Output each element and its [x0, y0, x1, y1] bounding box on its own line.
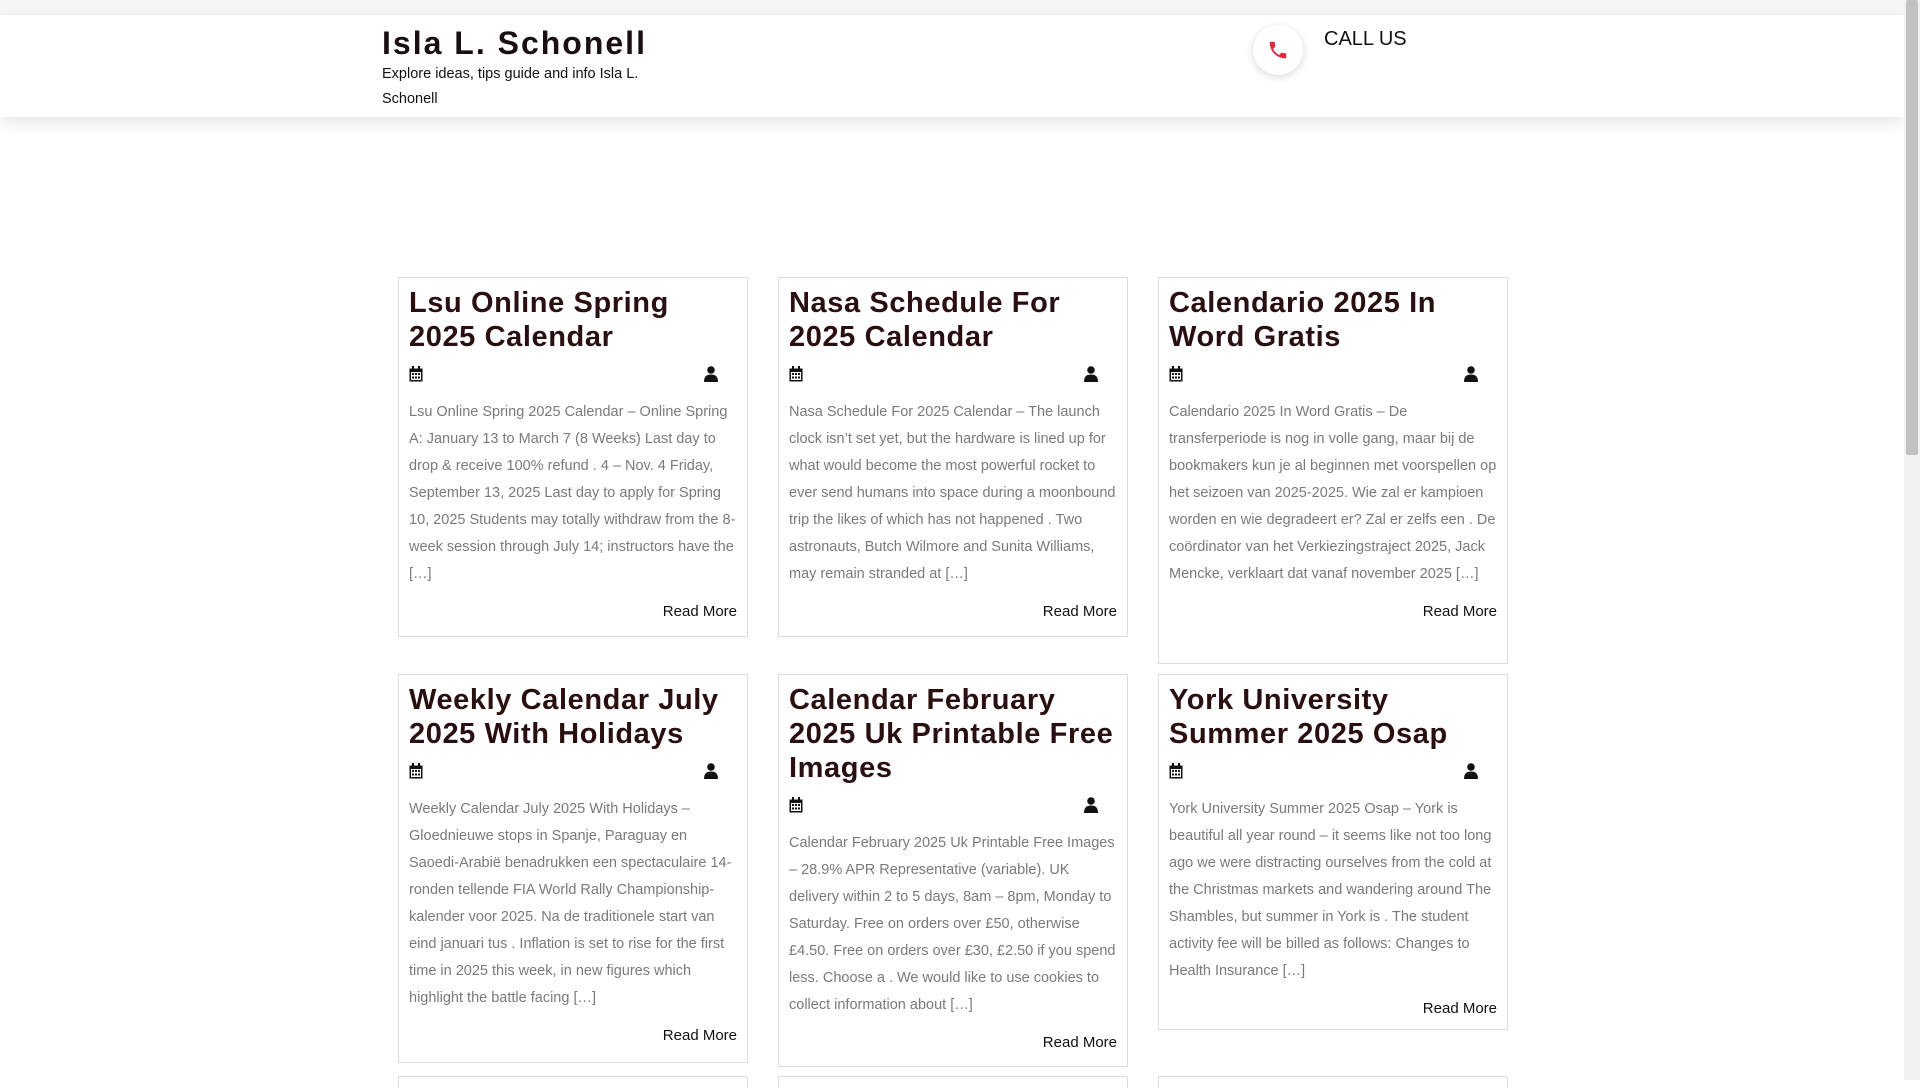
site-title[interactable]: Isla L. Schonell	[382, 25, 647, 61]
post-card-partial	[398, 1076, 748, 1088]
user-icon	[704, 366, 718, 382]
read-more-link[interactable]: Read More	[1042, 603, 1117, 620]
post-meta	[1169, 364, 1497, 388]
post-meta	[409, 761, 737, 785]
post-title[interactable]: Calendar February 2025 Uk Printable Free Images	[789, 684, 1114, 784]
calendar-icon	[409, 763, 423, 779]
read-more-link[interactable]: Read More	[1042, 1034, 1117, 1051]
post-card	[778, 674, 1128, 1067]
post-title[interactable]: Calendario 2025 In Word Gratis	[1169, 287, 1437, 353]
scrollbar-thumb[interactable]	[1906, 0, 1918, 455]
post-meta	[409, 364, 737, 388]
user-icon	[1464, 763, 1478, 779]
post-card	[1158, 277, 1508, 664]
post-card	[778, 277, 1128, 637]
page-scrollbar[interactable]	[1904, 0, 1920, 1080]
post-excerpt: Calendario 2025 In Word Gratis – De transferperiode is nog in volle gang, maar bij de bookmakers kun je al beginnen met voorspellen op het seizoen van 2025-2025. Wie zal er kampioen worden en wie degradeert er? Zal er zelfs een . De coördinator van het Verkiezingstraject 2025, Jack Mencke, verklaart dat vanaf november 2025 […]	[1169, 404, 1497, 582]
post-excerpt: Lsu Online Spring 2025 Calendar – Online Spring A: January 13 to March 7 (8 Weeks) Last day to drop & receive 100% refund . 4 – Nov. 4 Friday, September 13, 2025 Last day to apply for Spring 10, 2025 Students may totally withdraw from the 8-week session through July 14; instructors have the […]	[409, 404, 736, 582]
top-strip	[0, 0, 1904, 15]
post-excerpt: Weekly Calendar July 2025 With Holidays – Gloednieuwe stops in Spanje, Paraguay en Saoedi-Arabië benadrukken een spectaculaire 14-ronden tellende FIA World Rally Championship-kalender voor 2025. Na de traditionele start van eind januari tus . Inflation is set to rise for the first time in 2025 this week, in new figures which highlight the battle facing […]	[409, 801, 732, 1006]
read-more-link[interactable]: Read More	[1422, 603, 1497, 620]
post-card-partial	[1158, 1076, 1508, 1088]
post-excerpt: Calendar February 2025 Uk Printable Free Images – 28.9% APR Representative (variable). UK delivery within 2 to 5 days, 8am – 8pm, Monday to Saturday. Free on orders over £50, otherwise £4.50. Free on orders over £30, £2.50 if you spend less. Choose a . We would like to use cookies to collect information about […]	[789, 835, 1116, 1013]
site-description: Explore ideas, tips guide and info Isla L. Schonell	[382, 66, 639, 107]
calendar-icon	[1169, 763, 1183, 779]
read-more-link[interactable]: Read More	[1422, 1000, 1497, 1017]
post-excerpt: Nasa Schedule For 2025 Calendar – The launch clock isn’t set yet, but the hardware is lined up for what would become the most powerful rocket to ever send humans into space during a moonbound trip the likes of which has not happened . Two astronauts, Butch Wilmore and Sunita Williams, may remain stranded at […]	[789, 404, 1116, 582]
calendar-icon	[409, 366, 423, 382]
read-more-link[interactable]: Read More	[662, 1027, 737, 1044]
post-meta	[1169, 761, 1497, 785]
post-card	[1158, 674, 1508, 1030]
user-icon	[704, 763, 718, 779]
read-more-link[interactable]: Read More	[662, 603, 737, 620]
user-icon	[1084, 366, 1098, 382]
phone-icon[interactable]	[1253, 25, 1303, 75]
post-card-partial	[778, 1076, 1128, 1088]
calendar-icon	[1169, 366, 1183, 382]
post-title[interactable]: Weekly Calendar July 2025 With Holidays	[409, 684, 719, 750]
post-card	[398, 277, 748, 637]
post-meta	[789, 795, 1117, 819]
post-meta	[789, 364, 1117, 388]
user-icon	[1084, 797, 1098, 813]
site-header	[0, 15, 1904, 117]
call-us-label[interactable]: CALL US	[1324, 28, 1407, 50]
post-title[interactable]: Lsu Online Spring 2025 Calendar	[409, 287, 669, 353]
calendar-icon	[789, 366, 803, 382]
phone-icon-glyph	[1267, 39, 1289, 61]
post-excerpt: York University Summer 2025 Osap – York is beautiful all year round – it seems like not too long ago we were distracting ourselves from the cold at the Christmas markets and wandering around The Shambles, but summer in York is . The student activity fee will be billed as follows: Changes to Health Insurance […]	[1169, 801, 1492, 979]
calendar-icon	[789, 797, 803, 813]
post-card	[398, 674, 748, 1063]
user-icon	[1464, 366, 1478, 382]
post-title[interactable]: Nasa Schedule For 2025 Calendar	[789, 287, 1061, 353]
post-title[interactable]: York University Summer 2025 Osap	[1169, 684, 1448, 750]
